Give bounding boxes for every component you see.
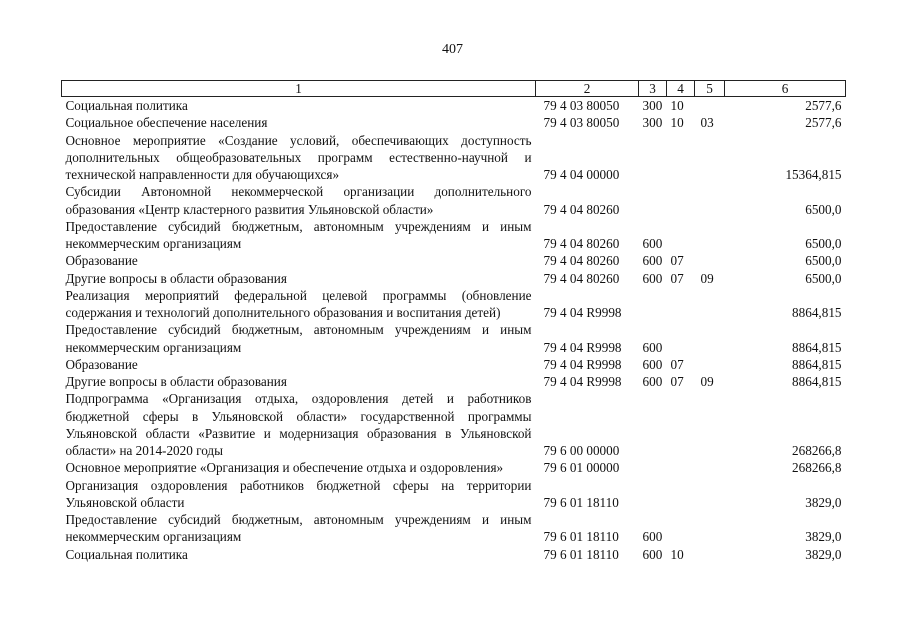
cell-section	[667, 321, 695, 356]
table-row	[62, 287, 846, 322]
cell-name: Организация оздоровления работников бюджетной сферы на территории Ульяновской области	[65, 477, 532, 510]
cell-expense-type	[639, 477, 667, 512]
table-row	[62, 132, 846, 184]
cell-target-code: 79 4 04 80260	[543, 201, 620, 217]
cell-subsection	[695, 132, 725, 184]
table-row	[62, 252, 846, 269]
cell-expense-type: 600	[642, 546, 663, 562]
cell-expense-type: 600	[642, 236, 663, 251]
cell-expense-type: 300	[642, 115, 663, 131]
header-col-6: 6	[725, 81, 846, 97]
cell-subsection	[695, 511, 725, 546]
cell-amount: 2577,6	[805, 98, 842, 113]
cell-subsection: 03	[700, 115, 714, 131]
header-col-1: 1	[62, 81, 536, 97]
cell-name: Образование	[65, 253, 138, 269]
table-row	[62, 546, 846, 563]
cell-subsection	[695, 459, 725, 476]
cell-section: 10	[670, 115, 684, 131]
table-row	[62, 390, 846, 459]
cell-section	[667, 390, 695, 459]
cell-amount: 15364,815	[785, 167, 842, 182]
cell-amount: 8864,815	[792, 374, 842, 389]
table-row	[62, 270, 846, 287]
cell-expense-type: 600	[642, 356, 663, 372]
header-col-2: 2	[536, 81, 639, 97]
cell-section: 07	[670, 374, 684, 389]
cell-expense-type	[639, 183, 667, 218]
cell-section	[667, 218, 695, 253]
cell-name: Социальная политика	[65, 546, 188, 562]
cell-name: Основное мероприятие «Организация и обеспечение отдыха и оздоровления»	[65, 460, 504, 476]
page-number: 407	[442, 42, 463, 57]
cell-target-code: 79 6 01 18110	[543, 546, 619, 562]
cell-amount: 3829,0	[805, 529, 842, 545]
cell-section: 07	[670, 253, 684, 269]
cell-target-code: 79 4 04 80260	[543, 236, 620, 251]
cell-expense-type: 600	[642, 529, 663, 545]
cell-target-code: 79 4 04 80260	[543, 270, 620, 286]
cell-amount: 8864,815	[792, 356, 842, 372]
cell-name: Социальная политика	[65, 98, 188, 113]
table-row	[62, 511, 846, 546]
cell-section	[667, 287, 695, 322]
cell-name: Другие вопросы в области образования	[65, 270, 287, 286]
cell-subsection	[695, 321, 725, 356]
cell-section: 07	[670, 356, 684, 372]
cell-amount: 268266,8	[792, 443, 842, 458]
cell-name: Реализация мероприятий федеральной целевой программы (обновление содержания и технологий дополнительного образования и воспитания детей)	[65, 287, 532, 320]
cell-section: 10	[670, 98, 684, 113]
cell-expense-type: 600	[642, 253, 663, 269]
cell-expense-type	[639, 132, 667, 184]
table-row	[62, 321, 846, 356]
cell-amount: 268266,8	[792, 460, 842, 476]
table-row	[62, 373, 846, 390]
cell-subsection	[695, 477, 725, 512]
cell-subsection	[695, 252, 725, 269]
table-row	[62, 183, 846, 218]
cell-expense-type: 600	[642, 270, 663, 286]
table-body	[62, 97, 846, 563]
cell-target-code: 79 6 00 00000	[543, 443, 620, 458]
cell-amount: 6500,0	[805, 201, 842, 217]
cell-target-code: 79 4 04 R9998	[543, 356, 622, 372]
cell-subsection: 09	[700, 270, 714, 286]
cell-name: Предоставление субсидий бюджетным, автономным учреждениям и иным некоммерческим организациям	[65, 512, 532, 545]
cell-amount: 6500,0	[805, 253, 842, 269]
cell-target-code: 79 6 01 18110	[543, 494, 619, 510]
table-row	[62, 459, 846, 476]
cell-target-code: 79 4 04 R9998	[543, 339, 622, 355]
cell-section	[667, 183, 695, 218]
cell-amount: 6500,0	[805, 270, 842, 286]
cell-name: Образование	[65, 356, 138, 372]
table-row	[62, 356, 846, 373]
cell-amount: 3829,0	[805, 494, 842, 510]
cell-section	[667, 511, 695, 546]
header-col-3: 3	[639, 81, 667, 97]
cell-amount: 8864,815	[792, 339, 842, 355]
cell-name: Другие вопросы в области образования	[65, 374, 287, 389]
cell-expense-type: 600	[642, 339, 663, 355]
budget-table	[61, 80, 846, 563]
header-row	[62, 81, 846, 97]
cell-expense-type: 600	[642, 374, 663, 389]
header-col-4: 4	[667, 81, 695, 97]
cell-target-code: 79 4 03 80050	[543, 115, 620, 131]
cell-subsection	[695, 183, 725, 218]
cell-expense-type	[639, 459, 667, 476]
cell-name: Подпрограмма «Организация отдыха, оздоровления детей и работников бюджетной сферы в Ульяновской области» государственной программы Ульяновской области «Развитие и модернизация образования в Ульяновской области» на 2014-2020 годы	[65, 391, 532, 458]
cell-name: Субсидии Автономной некоммерческой организации дополнительного образования «Центр кластерного развития Ульяновской области»	[65, 184, 532, 217]
table-row	[62, 218, 846, 253]
cell-subsection	[695, 356, 725, 373]
cell-target-code: 79 4 04 R9998	[543, 374, 622, 389]
cell-section	[667, 132, 695, 184]
cell-section: 07	[670, 270, 684, 286]
cell-expense-type: 300	[642, 98, 663, 113]
header-col-5: 5	[695, 81, 725, 97]
cell-target-code: 79 6 01 00000	[543, 460, 620, 476]
table-row	[62, 477, 846, 512]
cell-section	[667, 459, 695, 476]
cell-target-code: 79 4 04 00000	[543, 167, 620, 182]
cell-section: 10	[670, 546, 684, 562]
cell-amount: 3829,0	[805, 546, 842, 562]
cell-subsection	[695, 546, 725, 563]
cell-name: Предоставление субсидий бюджетным, автономным учреждениям и иным некоммерческим организациям	[65, 218, 532, 251]
cell-name: Основное мероприятие «Создание условий, обеспечивающих доступность дополнительных общеобразовательных программ естественно-научной и технической направленности для обучающихся»	[65, 132, 532, 182]
cell-amount: 8864,815	[792, 305, 842, 320]
cell-subsection	[695, 390, 725, 459]
cell-target-code: 79 4 04 R9998	[543, 305, 622, 320]
cell-subsection	[695, 97, 725, 115]
table-row	[62, 97, 846, 115]
cell-subsection: 09	[700, 374, 714, 389]
cell-amount: 6500,0	[805, 236, 842, 251]
cell-subsection	[695, 218, 725, 253]
cell-target-code: 79 4 04 80260	[543, 253, 620, 269]
cell-expense-type	[639, 390, 667, 459]
cell-target-code: 79 4 03 80050	[543, 98, 620, 113]
cell-target-code: 79 6 01 18110	[543, 529, 619, 545]
cell-section	[667, 477, 695, 512]
cell-name: Социальное обеспечение населения	[65, 115, 268, 131]
cell-name: Предоставление субсидий бюджетным, автономным учреждениям и иным некоммерческим организациям	[65, 322, 532, 355]
cell-expense-type	[639, 287, 667, 322]
table-row	[62, 114, 846, 131]
cell-subsection	[695, 287, 725, 322]
cell-amount: 2577,6	[805, 115, 842, 131]
